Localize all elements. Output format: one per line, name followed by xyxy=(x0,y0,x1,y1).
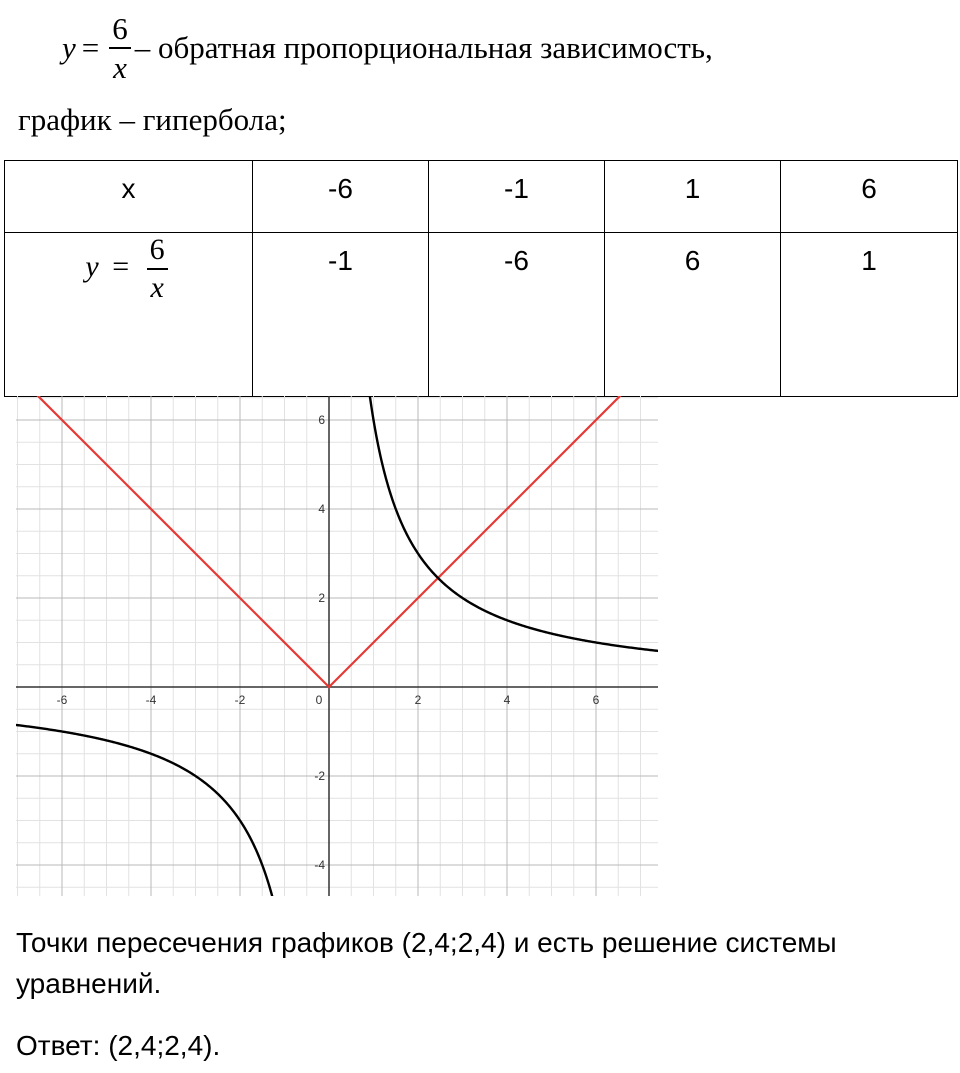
x-tick-label: -4 xyxy=(145,693,157,707)
formula-y: y xyxy=(62,30,76,65)
table-cell: -1 xyxy=(429,161,605,233)
table-cell: 1 xyxy=(605,161,781,233)
fraction-denominator: x xyxy=(113,50,127,85)
y-tick-label: -2 xyxy=(314,769,325,783)
answer-text: Ответ: (2,4;2,4). xyxy=(16,1030,221,1061)
y-label-y: y xyxy=(85,249,99,283)
x-tick-label: 6 xyxy=(592,693,600,707)
conclusion-text: Точки пересечения графиков (2,4;2,4) и есть решение системы уравнений. xyxy=(16,927,837,999)
y-label-denominator: x xyxy=(150,271,164,304)
table-cell: 6 xyxy=(781,161,958,233)
values-table xyxy=(4,160,958,397)
graph-type-line: график – гипербола; xyxy=(18,102,287,137)
y-tick-label: 6 xyxy=(318,413,325,427)
table-cell-y-label xyxy=(5,233,253,397)
x-tick-label: -6 xyxy=(56,693,68,707)
y-label-fraction xyxy=(147,235,168,303)
table-cell: 6 xyxy=(605,233,781,397)
y-tick-label: 4 xyxy=(318,502,325,516)
table-cell: x xyxy=(5,161,253,233)
y-label-equals: = xyxy=(112,249,130,283)
y-label-numerator: 6 xyxy=(147,235,168,270)
series-line-hyperbola-right xyxy=(365,396,658,651)
x-tick-label: 0 xyxy=(315,693,323,707)
y-tick-label: 2 xyxy=(318,591,325,605)
series-line-hyperbola-left xyxy=(16,723,275,896)
table-cell: -6 xyxy=(429,233,605,397)
table-cell: -6 xyxy=(253,161,429,233)
formula-fraction xyxy=(109,13,131,83)
y-tick-label: -4 xyxy=(314,858,325,872)
formula-line xyxy=(62,8,713,88)
table-cell: 1 xyxy=(781,233,958,397)
table-row-x xyxy=(5,161,958,233)
table-row-y xyxy=(5,233,958,397)
fraction-numerator: 6 xyxy=(109,13,131,49)
function-graph xyxy=(16,396,658,896)
x-tick-label: 2 xyxy=(414,693,422,707)
x-tick-label: 4 xyxy=(503,693,511,707)
formula-equals: = xyxy=(81,30,100,65)
series-line-abs-x xyxy=(16,396,658,687)
x-tick-label: -2 xyxy=(234,693,246,707)
table-cell: -1 xyxy=(253,233,429,397)
formula-description: – обратная пропорциональная зависимость, xyxy=(134,30,713,65)
